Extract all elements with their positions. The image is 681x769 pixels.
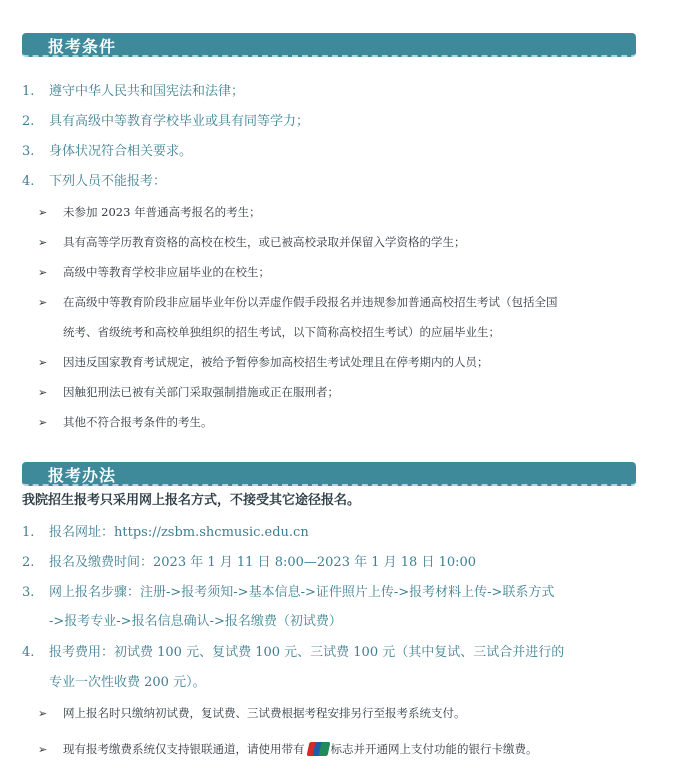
fee-bullet-2: ➢ 现有报考缴费系统仅支持银联通道，请使用带有 标志并开通网上支付功能的银行卡缴费。 bbox=[38, 734, 538, 765]
method-item-3: 3. 网上报名步骤：注册->报考须知->基本信息->证件照片上传->报考材料上传->联系方式 bbox=[22, 585, 555, 600]
condition-item-2: 2. 具有高级中等教育学校毕业或具有同等学力； bbox=[22, 114, 310, 129]
method-item-3-continued: ->报考专业->报名信息确认->报名缴费（初试费） bbox=[49, 614, 342, 629]
condition-item-3: 3. 身体状况符合相关要求。 bbox=[22, 144, 193, 159]
ineligible-bullet-6: ➢ 因触犯刑法已被有关部门采取强制措施或正在服刑者； bbox=[38, 377, 339, 408]
ineligible-bullet-4: ➢ 在高级中等教育阶段非应届毕业年份以弄虚作假手段报名并违规参加普通高校招生考试（包括全国 bbox=[38, 287, 558, 318]
section-title-methods: 报考办法 bbox=[48, 466, 117, 485]
section-header-methods bbox=[22, 462, 636, 486]
arrow-bullet-icon: ➢ bbox=[38, 266, 48, 279]
fee-bullet-1: ➢ 网上报名时只缴纳初试费，复试费、三试费根据考程安排另行至报考系统支付。 bbox=[38, 698, 466, 729]
online-only-notice: 我院招生报考只采用网上报名方式，不接受其它途径报名。 bbox=[22, 493, 361, 508]
registration-url: 报名网址：https://zsbm.shcmusic.edu.cn bbox=[49, 525, 309, 540]
arrow-bullet-icon: ➢ bbox=[38, 416, 48, 429]
method-item-2: 2. 报名及缴费时间：2023 年 1 月 11 日 8:00—2023 年 1 月 18 日 10:00 bbox=[22, 555, 477, 570]
arrow-bullet-icon: ➢ bbox=[38, 236, 48, 249]
method-item-4: 4. 报考费用：初试费 100 元、复试费 100 元、三试费 100 元（其中复试、三试合并进行的 bbox=[22, 645, 565, 660]
ineligible-bullet-2: ➢ 具有高等学历教育资格的高校在校生，或已被高校录取并保留入学资格的学生； bbox=[38, 227, 466, 258]
condition-item-4: 4. 下列人员不能报考： bbox=[22, 174, 167, 189]
arrow-bullet-icon: ➢ bbox=[38, 356, 48, 369]
arrow-bullet-icon: ➢ bbox=[38, 206, 48, 219]
arrow-bullet-icon: ➢ bbox=[38, 296, 48, 309]
unionpay-logo-icon bbox=[307, 742, 329, 756]
section-header-conditions bbox=[22, 33, 636, 57]
arrow-bullet-icon: ➢ bbox=[38, 707, 48, 720]
ineligible-bullet-5: ➢ 因违反国家教育考试规定，被给予暂停参加高校招生考试处理且在停考期内的人员； bbox=[38, 347, 489, 378]
section-title-conditions: 报考条件 bbox=[48, 37, 117, 56]
ineligible-bullet-3: ➢ 高级中等教育学校非应届毕业的在校生； bbox=[38, 257, 270, 288]
arrow-bullet-icon: ➢ bbox=[38, 743, 48, 756]
ineligible-bullet-7: ➢ 其他不符合报考条件的考生。 bbox=[38, 407, 213, 438]
ineligible-bullet-1: ➢ 未参加 2023 年普通高考报名的考生； bbox=[38, 197, 261, 228]
ineligible-bullet-4-continued: 统考、省级统考和高校单独组织的招生考试，以下简称高校招生考试）的应届毕业生； bbox=[63, 325, 500, 339]
method-item-4-continued: 专业一次性收费 200 元）。 bbox=[49, 675, 206, 690]
method-item-1: 1. 报名网址：https://zsbm.shcmusic.edu.cn bbox=[22, 525, 309, 540]
condition-item-1: 1. 遵守中华人民共和国宪法和法律； bbox=[22, 84, 245, 99]
arrow-bullet-icon: ➢ bbox=[38, 386, 48, 399]
